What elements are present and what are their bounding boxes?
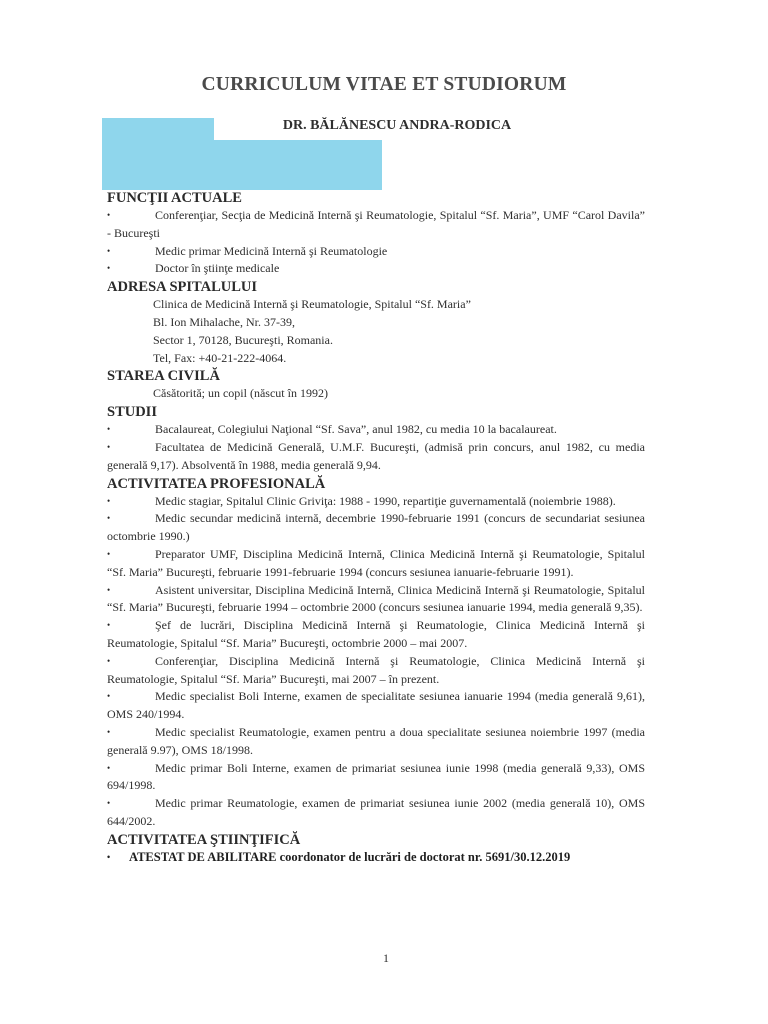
list-item: • Conferenţiar, Secţia de Medicină Internă şi Reumatologie, Spitalul “Sf. Maria”, UMF “Carol Davila” - Bucureşti bbox=[107, 208, 645, 240]
list-item: • Facultatea de Medicină Generală, U.M.F. Bucureşti, (admisă prin concurs, anul 1982, cu media generală 9,17). Absolventă în 1988, media generală 9,94. bbox=[107, 439, 645, 472]
list-item: • Bacalaureat, Colegiului Naţional “Sf. Sava”, anul 1982, cu media 10 la bacalaureat. bbox=[107, 421, 645, 439]
bullet-icon: • bbox=[107, 655, 111, 666]
bullet-icon: • bbox=[107, 548, 111, 559]
hospital-address bbox=[107, 296, 645, 367]
bullet-icon: • bbox=[107, 762, 111, 773]
section-heading-stiintifica: ACTIVITATEA ŞTIINŢIFICĂ bbox=[107, 831, 301, 848]
list-item: • Şef de lucrări, Disciplina Medicină Internă şi Reumatologie, Clinica Medicină Internă şi Reumatologie, Spitalul “Sf. Maria” Bucureşti, octombrie 2000 – mai 2007. bbox=[107, 618, 645, 650]
section-heading-functii: FUNCŢII ACTUALE bbox=[107, 190, 242, 206]
bullet-icon: • bbox=[107, 245, 111, 256]
list-item: • Medic specialist Reumatologie, examen pentru a doua specialitate sesiunea noiembrie 1997 (media generală 9.97), OMS 18/1998. bbox=[107, 724, 645, 757]
bullet-icon: • bbox=[107, 441, 111, 452]
bullet-icon: • bbox=[107, 513, 111, 524]
section-heading-studii: STUDII bbox=[107, 404, 157, 421]
bullet-icon: • bbox=[107, 726, 111, 737]
list-item: • Medic specialist Boli Interne, examen de specialitate sesiunea ianuarie 1994 (media generală 9,61), OMS 240/1994. bbox=[107, 689, 645, 722]
list-item: • Doctor în ştiinţe medicale bbox=[107, 260, 645, 278]
address-line: Clinica de Medicină Internă şi Reumatologie, Spitalul “Sf. Maria” bbox=[153, 297, 471, 312]
bullet-icon: • bbox=[107, 620, 111, 631]
page-number: 1 bbox=[383, 951, 389, 965]
list-item: • Conferenţiar, Disciplina Medicină Internă şi Reumatologie, Clinica Medicină Internă şi Reumatologie, Spitalul “Sf. Maria” Bucureşti, mai 2007 – în prezent. bbox=[107, 653, 645, 686]
section-heading-starea: STAREA CIVILĂ bbox=[107, 368, 220, 385]
list-item: • Medic primar Boli Interne, examen de primariat sesiunea iunie 1998 (media generală 9,33), OMS 694/1998. bbox=[107, 760, 645, 793]
cv-content bbox=[107, 189, 645, 867]
bullet-icon: • bbox=[107, 798, 111, 809]
civil-status-text: Căsătorită; un copil (născut în 1992) bbox=[153, 386, 328, 401]
list-item: • Medic primar Reumatologie, examen de primariat sesiunea iunie 2002 (media generală 10), OMS 644/2002. bbox=[107, 796, 645, 828]
redaction-block bbox=[102, 140, 382, 190]
bullet-icon: • bbox=[107, 495, 111, 506]
address-line: Bl. Ion Mihalache, Nr. 37-39, bbox=[153, 314, 295, 329]
list-item: • Medic primar Medicină Internă şi Reumatologie bbox=[107, 243, 645, 261]
address-line: Sector 1, 70128, Bucureşti, Romania. bbox=[153, 332, 333, 347]
list-item: • Medic secundar medicină internă, decembrie 1990-februarie 1991 (concurs de secundariat sesiunea octombrie 1990.) bbox=[107, 511, 645, 544]
section-heading-adresa: ADRESA SPITALULUI bbox=[107, 279, 258, 296]
bullet-icon: • bbox=[107, 851, 111, 862]
section-heading-activitate: ACTIVITATEA PROFESIONALĂ bbox=[107, 475, 326, 492]
bullet-icon: • bbox=[107, 584, 111, 595]
bullet-icon: • bbox=[107, 424, 111, 435]
list-item: • Preparator UMF, Disciplina Medicină Internă, Clinica Medicină Internă şi Reumatologie, Spitalul “Sf. Maria” Bucureşti, februarie 1991-februarie 1994 (concurs sesiunea ianuarie-februarie 1991). bbox=[107, 546, 645, 579]
author-name: DR. BĂLĂNESCU ANDRA-RODICA bbox=[282, 118, 512, 133]
address-line: Tel, Fax: +40-21-222-4064. bbox=[153, 350, 287, 365]
list-item: • Medic stagiar, Spitalul Clinic Griviţa: 1988 - 1990, repartiţie guvernamentală (noiembrie 1988). bbox=[107, 493, 645, 511]
bullet-icon: • bbox=[107, 210, 111, 220]
list-item: • ATESTAT DE ABILITARE coordonator de lucrări de doctorat nr. 5691/30.12.2019 bbox=[107, 849, 645, 867]
bullet-icon: • bbox=[107, 263, 111, 274]
list-item: • Asistent universitar, Disciplina Medicină Internă, Clinica Medicină Internă şi Reumatologie, Spitalul “Sf. Maria” Bucureşti, februarie 1994 – octombrie 2000 (concurs sesiunea ianuarie 1994, media generală 9,35). bbox=[107, 582, 645, 615]
page-title: CURRICULUM VITAE ET STUDIORUM bbox=[201, 74, 567, 95]
bullet-icon: • bbox=[107, 691, 111, 702]
